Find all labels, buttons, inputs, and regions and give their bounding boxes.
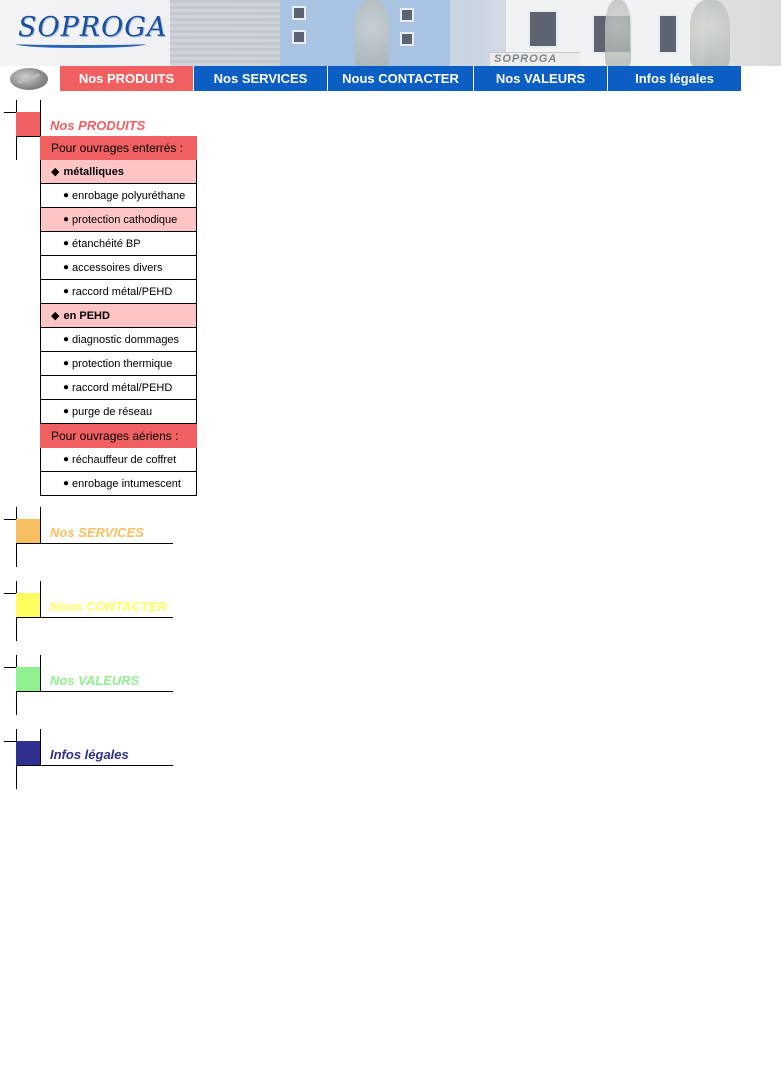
menu-item[interactable]	[40, 256, 197, 280]
bullet-icon: ●	[63, 454, 70, 465]
bullet-icon: ●	[63, 238, 70, 249]
banner-sign-text: SOPROGA	[494, 53, 558, 65]
menu-group-aeriens	[40, 424, 197, 448]
banner-building-sign	[490, 52, 580, 66]
nav-services[interactable]: Nos SERVICES	[194, 66, 328, 91]
menu-sub-label: métalliques	[63, 165, 124, 178]
nav-contacter[interactable]: Nous CONTACTER	[328, 66, 474, 91]
section-marker-contacter	[16, 593, 40, 617]
menu-item-label: raccord métal/PEHD	[72, 381, 173, 394]
bullet-icon: ●	[63, 382, 70, 393]
section-frame-line	[40, 100, 41, 136]
menu-sub-pehd[interactable]	[40, 304, 197, 328]
section-frame-line	[40, 729, 41, 765]
menu-item[interactable]	[40, 376, 197, 400]
banner-tree	[605, 0, 631, 66]
menu-sub-label: en PEHD	[63, 309, 110, 322]
menu-item-label: étanchéité BP	[72, 237, 141, 250]
section-title-contacter[interactable]: Nous CONTACTER	[50, 599, 167, 614]
menu-item[interactable]	[40, 472, 197, 496]
menu-item[interactable]	[40, 352, 197, 376]
bullet-icon: ●	[63, 478, 70, 489]
menu-item[interactable]	[40, 328, 197, 352]
menu-item-label: réchauffeur de coffret	[72, 453, 177, 466]
section-frame-line	[40, 655, 41, 691]
bullet-icon: ●	[63, 214, 70, 225]
section-marker-services	[16, 519, 40, 543]
globe-icon[interactable]	[10, 68, 48, 90]
section-frame-line	[40, 581, 41, 617]
bullet-icon: ●	[63, 286, 70, 297]
menu-item-label: protection thermique	[72, 357, 173, 370]
menu-group-label: Pour ouvrages enterrés :	[51, 141, 184, 155]
menu-item[interactable]	[40, 208, 197, 232]
banner-window	[528, 10, 558, 48]
bullet-icon: ●	[63, 334, 70, 345]
menu-item[interactable]	[40, 400, 197, 424]
menu-sub-metalliques[interactable]	[40, 160, 197, 184]
nav-produits[interactable]: Nos PRODUITS	[60, 66, 194, 91]
bullet-icon: ●	[63, 358, 70, 369]
section-title-services[interactable]: Nos SERVICES	[50, 525, 144, 540]
bullet-icon: ●	[63, 190, 70, 201]
section-frame-line	[16, 543, 173, 544]
bullet-icon: ●	[63, 406, 70, 417]
nav-valeurs[interactable]: Nos VALEURS	[474, 66, 608, 91]
menu-item-label: protection cathodique	[72, 213, 178, 226]
diamond-icon: ◆	[51, 310, 60, 322]
section-frame-line	[16, 691, 173, 692]
banner-tree	[355, 0, 389, 66]
nav-infos-legales[interactable]: Infos légales	[608, 66, 741, 91]
menu-item[interactable]	[40, 448, 197, 472]
menu-item-label: enrobage polyuréthane	[72, 189, 186, 202]
logo-swoosh	[16, 40, 146, 48]
menu-item-label: raccord métal/PEHD	[72, 285, 173, 298]
section-frame-line	[16, 617, 173, 618]
section-title-infos[interactable]: Infos légales	[50, 747, 129, 762]
banner-window	[658, 14, 678, 54]
section-frame-line	[40, 507, 41, 543]
site-logo[interactable]: SOPROGA	[18, 12, 168, 43]
menu-group-label: Pour ouvrages aériens :	[51, 428, 179, 443]
header-banner	[0, 0, 781, 66]
banner-window	[292, 30, 306, 44]
menu-item[interactable]	[40, 184, 197, 208]
menu-group-enterres	[40, 136, 197, 160]
menu-item[interactable]	[40, 280, 197, 304]
section-marker-infos	[16, 741, 40, 765]
products-menu	[40, 136, 197, 496]
banner-window	[292, 6, 306, 20]
section-title-produits[interactable]: Nos PRODUITS	[50, 118, 146, 133]
section-title-valeurs[interactable]: Nos VALEURS	[50, 673, 140, 688]
banner-tree	[690, 0, 730, 66]
menu-item-label: enrobage intumescent	[72, 477, 181, 490]
bullet-icon: ●	[63, 262, 70, 273]
banner-window	[400, 32, 414, 46]
menu-item-label: diagnostic dommages	[72, 333, 180, 346]
section-frame-line	[16, 765, 173, 766]
menu-item[interactable]	[40, 232, 197, 256]
diamond-icon: ◆	[51, 166, 60, 178]
section-marker-valeurs	[16, 667, 40, 691]
section-marker-produits	[16, 112, 40, 136]
menu-item-label: purge de réseau	[72, 405, 153, 418]
menu-item-label: accessoires divers	[72, 261, 163, 274]
banner-window	[400, 8, 414, 22]
